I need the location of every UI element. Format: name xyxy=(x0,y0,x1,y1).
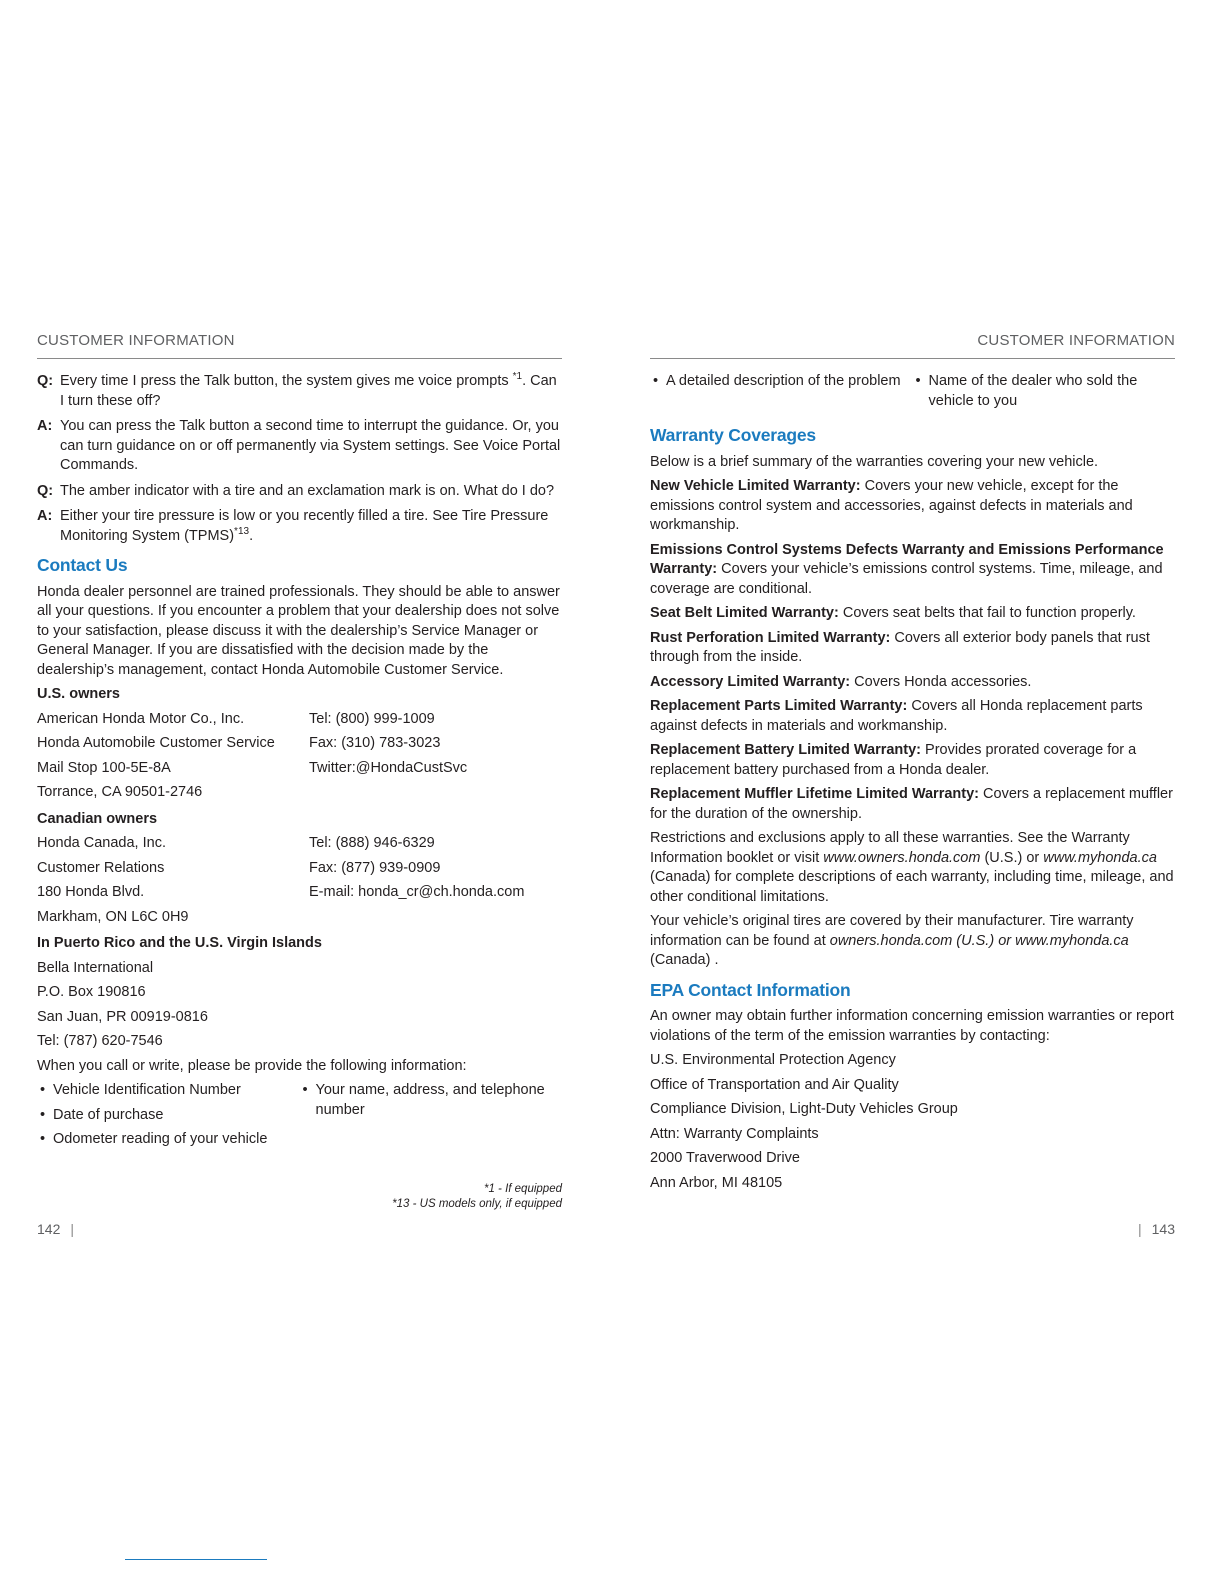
restrictions-paragraph: Restrictions and exclusions apply to all these warranties. See the Warranty Information booklet or visit www.owners.honda.com (U.S.) or www.myhonda.ca (Canada) for complete descriptions of each warranty, including time, mileage, and other conditional limitations. xyxy=(650,830,1174,905)
bullet-item: • A detailed description of the problem xyxy=(650,372,913,392)
us-owners-title: U.S. owners xyxy=(37,686,120,702)
warranty-item: New Vehicle Limited Warranty: Covers your new vehicle, except for the emissions control system and accessories, against defects in materials and workmanship. xyxy=(650,478,1133,533)
contact-row: Mail Stop 100-5E-8A Twitter:@HondaCustSvc xyxy=(37,759,468,776)
warranty-intro: Below is a brief summary of the warranties covering your new vehicle. xyxy=(650,453,1099,470)
right-content xyxy=(650,372,1175,1198)
contact-intro: Honda dealer personnel are trained professionals. They should be able to answer all your questions. If you encounter a problem that your dealership does not solve to your satisfaction, please discuss it with the dealership’s Service Manager or General Manager. If you are dissatisfied with the decision made by the dealership’s management, contact Honda Automobile Customer Service. xyxy=(37,583,560,678)
warranty-item: Rust Perforation Limited Warranty: Covers all exterior body panels that rust through from the inside. xyxy=(650,629,1150,665)
qa-text: Either your tire pressure is low or you recently filled a tire. See Tire Pressure Monitoring System (TPMS)$^{*13}$. xyxy=(60,508,549,544)
qa-text: You can press the Talk button a second time to interrupt the guidance. Or, you can turn guidance on or off permanently via System settings. See Voice Portal Commands. xyxy=(60,418,561,473)
bullet-item: • Your name, address, and telephone number xyxy=(300,1081,563,1120)
page-number xyxy=(37,1221,84,1237)
us-contact-table xyxy=(37,710,562,808)
owners-link[interactable]: www.owners.honda.com xyxy=(823,849,981,866)
contact-row: American Honda Motor Co., Inc. Tel: (800) 999-1009 xyxy=(37,710,435,727)
address-line: Compliance Division, Light-Duty Vehicles Group xyxy=(650,1101,958,1117)
qa-tag: A: xyxy=(37,508,53,524)
left-content xyxy=(37,372,562,1155)
puerto-rico-address xyxy=(37,959,562,1057)
address-line: U.S. Environmental Protection Agency xyxy=(650,1052,896,1068)
contact-row: Markham, ON L6C 0H9 xyxy=(37,908,189,925)
bullet-column xyxy=(913,372,1176,416)
footnote: *13 - US models only, if equipped xyxy=(392,1198,562,1210)
contact-row: Torrance, CA 90501-2746 xyxy=(37,784,203,800)
address-line: Office of Transportation and Air Quality xyxy=(650,1076,899,1093)
warranty-item: Seat Belt Limited Warranty: Covers seat belts that fail to function properly. xyxy=(650,605,1136,621)
address-line: 2000 Traverwood Drive xyxy=(650,1150,800,1166)
faq-question xyxy=(37,482,562,502)
contact-row: 180 Honda Blvd. E-mail: honda_cr@ch.honda.com xyxy=(37,884,525,900)
bullet-item: • Name of the dealer who sold the vehicle to you xyxy=(913,372,1176,411)
bullet-column xyxy=(300,1081,563,1155)
faq-answer xyxy=(37,417,562,476)
info-bullets-continued xyxy=(650,372,1175,416)
qa-text: Every time I press the Talk button, the system gives me voice prompts $^{*1}$. Can I turn these off? xyxy=(60,371,557,409)
info-bullets xyxy=(37,1081,562,1155)
qa-text: The amber indicator with a tire and an exclamation mark is on. What do I do? xyxy=(60,482,555,499)
call-intro: When you call or write, please be provide the following information: xyxy=(37,1057,467,1074)
qa-tag: Q: xyxy=(37,482,54,499)
decorative-line xyxy=(125,1559,267,1560)
page-number-value: 143 xyxy=(1151,1221,1175,1237)
address-line: San Juan, PR 00919-0816 xyxy=(37,1008,208,1025)
page-number-value: 142 xyxy=(37,1221,61,1237)
tires-paragraph: Your vehicle’s original tires are covered by their manufacturer. Tire warranty information can be found at owners.honda.com (U.S.) or www.myhonda.ca (Canada) . xyxy=(650,913,1134,968)
footnotes xyxy=(392,1182,562,1212)
footnote: *1 - If equipped xyxy=(483,1183,562,1195)
page-number xyxy=(1128,1221,1175,1237)
faq-question xyxy=(37,372,562,411)
contact-row: Customer Relations Fax: (877) 939-0909 xyxy=(37,859,441,876)
header-rule xyxy=(37,358,562,359)
myhonda-link[interactable]: www.myhonda.ca xyxy=(1043,849,1157,866)
bullet-item: • Date of purchase xyxy=(37,1106,300,1126)
warranty-item: Replacement Muffler Lifetime Limited Warranty: Covers a replacement muffler for the duration of the ownership. xyxy=(650,786,1173,822)
page-number-separator: | xyxy=(1138,1221,1142,1237)
warranty-item: Replacement Parts Limited Warranty: Covers all Honda replacement parts against defects in materials and workmanship. xyxy=(650,698,1143,734)
epa-contact-title: EPA Contact Information xyxy=(650,979,851,1000)
address-line: Ann Arbor, MI 48105 xyxy=(650,1174,783,1191)
page-number-separator: | xyxy=(70,1221,74,1237)
address-line: P.O. Box 190816 xyxy=(37,984,146,1000)
address-line: Bella International xyxy=(37,959,154,976)
contact-row: Honda Canada, Inc. Tel: (888) 946-6329 xyxy=(37,835,435,851)
header-rule xyxy=(650,358,1175,359)
warranty-item: Emissions Control Systems Defects Warranty and Emissions Performance Warranty: Covers your vehicle’s emissions control systems. Time, mileage, and coverage are conditional. xyxy=(650,541,1164,597)
epa-intro: An owner may obtain further information concerning emission warranties or report violations of the term of the emission warranties by contacting: xyxy=(650,1008,1174,1044)
address-line: Attn: Warranty Complaints xyxy=(650,1125,819,1142)
page-header: CUSTOMER INFORMATION xyxy=(37,332,235,349)
page-header: CUSTOMER INFORMATION xyxy=(977,332,1175,349)
bullet-item: • Vehicle Identification Number xyxy=(37,1081,300,1101)
bullet-item: • Odometer reading of your vehicle xyxy=(37,1130,300,1150)
bullet-column xyxy=(650,372,913,416)
warranty-coverages-title: Warranty Coverages xyxy=(650,425,816,445)
faq-list xyxy=(37,372,562,546)
qa-tag: Q: xyxy=(37,373,54,389)
puerto-rico-title: In Puerto Rico and the U.S. Virgin Islands xyxy=(37,935,322,951)
canadian-owners-title: Canadian owners xyxy=(37,810,158,827)
address-line: Tel: (787) 620-7546 xyxy=(37,1033,163,1049)
bullet-column xyxy=(37,1081,300,1155)
canada-contact-table xyxy=(37,834,562,932)
faq-answer xyxy=(37,507,562,546)
contact-us-title: Contact Us xyxy=(37,555,128,575)
warranty-item: Accessory Limited Warranty: Covers Honda accessories. xyxy=(650,673,1032,690)
warranty-item: Replacement Battery Limited Warranty: Provides prorated coverage for a replacement battery purchased from a Honda dealer. xyxy=(650,742,1137,778)
contact-row: Honda Automobile Customer Service Fax: (310) 783-3023 xyxy=(37,735,441,751)
epa-address xyxy=(650,1051,1175,1198)
qa-tag: A: xyxy=(37,418,53,434)
tire-warranty-link[interactable]: owners.honda.com (U.S.) or www.myhonda.ca xyxy=(829,932,1129,949)
